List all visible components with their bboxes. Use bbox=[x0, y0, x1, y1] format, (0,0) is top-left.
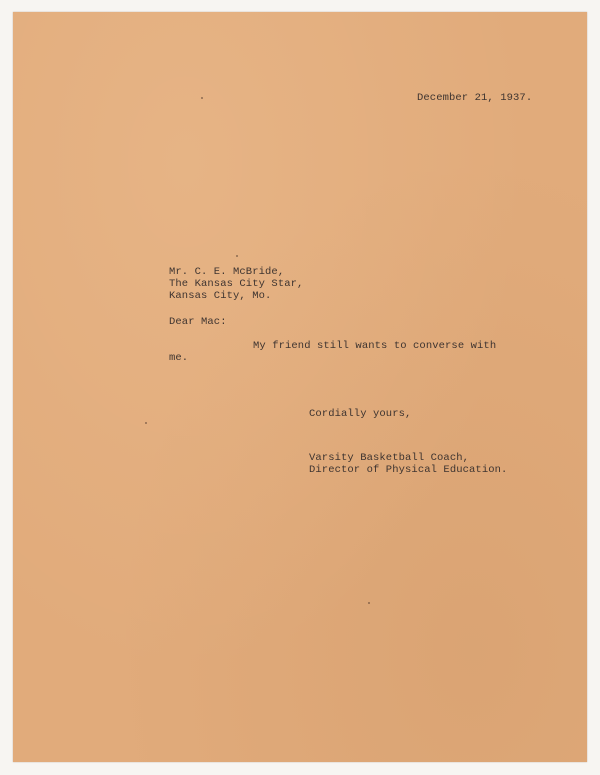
recipient-organization: The Kansas City Star, bbox=[169, 278, 304, 290]
signature-title-2: Director of Physical Education. bbox=[309, 464, 508, 476]
paper-speck bbox=[145, 422, 147, 424]
body-line-1: My friend still wants to converse with bbox=[253, 340, 497, 352]
recipient-city: Kansas City, Mo. bbox=[169, 290, 272, 302]
paper-speck bbox=[236, 255, 238, 257]
paper-speck bbox=[368, 602, 370, 604]
letter-date: December 21, 1937. bbox=[417, 92, 533, 104]
complimentary-closing: Cordially yours, bbox=[309, 408, 412, 420]
body-line-2: me. bbox=[169, 352, 189, 364]
recipient-name: Mr. C. E. McBride, bbox=[169, 266, 285, 278]
paper-speck bbox=[201, 97, 203, 99]
signature-title-1: Varsity Basketball Coach, bbox=[309, 452, 470, 464]
salutation: Dear Mac: bbox=[169, 316, 227, 328]
letter-page bbox=[13, 12, 587, 762]
